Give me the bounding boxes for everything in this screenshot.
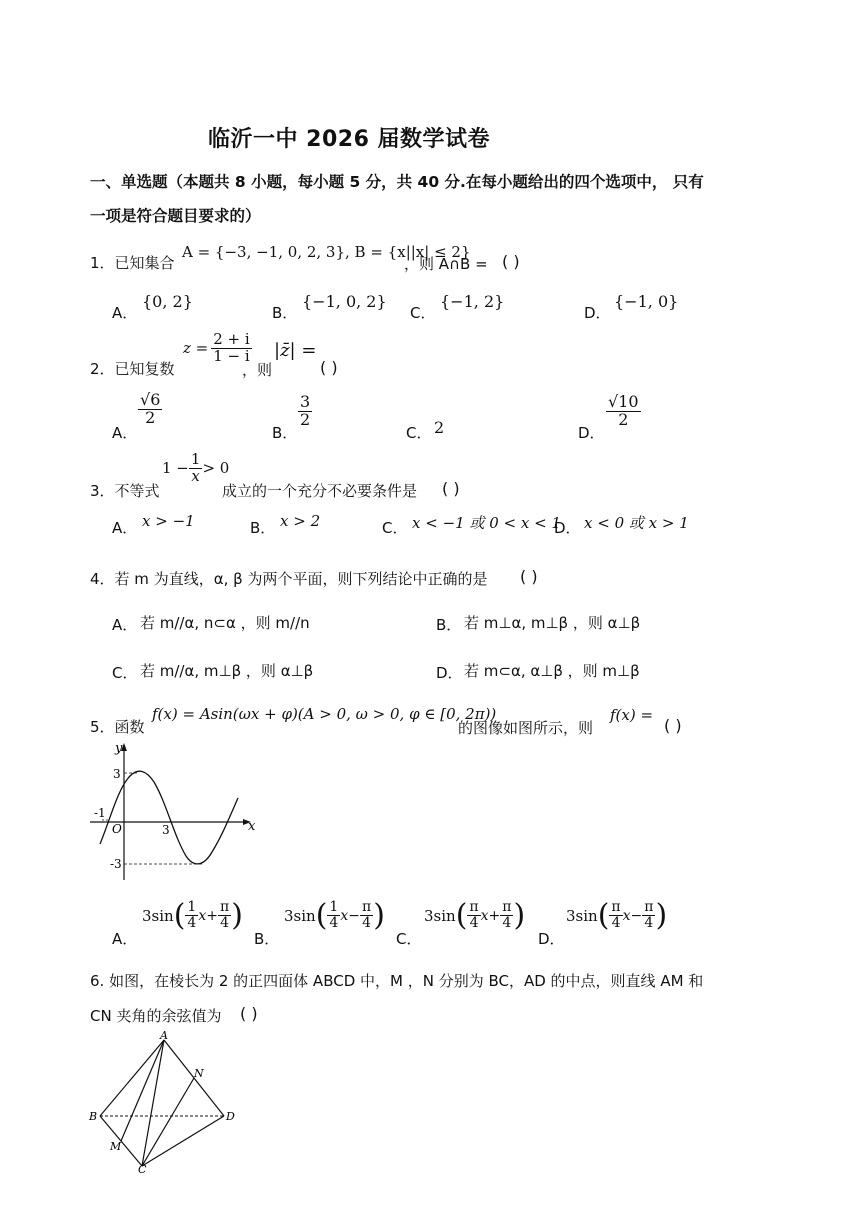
q2-prefix: 2．已知复数 xyxy=(90,360,175,378)
q5-option-a: 3sin ( $\frac{1}{4}$ x + $\frac{\pi}{4}$ ) xyxy=(142,898,243,933)
q1-prefix: 1．已知集合 xyxy=(90,254,175,272)
q3-option-b: x > 2 xyxy=(280,512,321,530)
q1-option-b: {−1, 0, 2} xyxy=(302,292,387,311)
q5-option-c-anum: π xyxy=(469,899,479,916)
q5-option-c-pre: 3sin xyxy=(424,906,456,925)
q5-option-d-aden: 4 xyxy=(611,915,621,931)
q1-option-a-label: A． xyxy=(112,304,138,322)
q5-option-a-bden: 4 xyxy=(220,915,230,931)
q5-option-b-aden: 4 xyxy=(329,915,339,931)
q1-option-a: {0, 2} xyxy=(142,292,193,311)
q2-option-d-num: √10 xyxy=(608,392,639,411)
vertex-b-label: B xyxy=(89,1110,98,1123)
q5-option-a-pre: 3sin xyxy=(142,906,174,925)
q3-answer-paren: ( ) xyxy=(442,479,460,498)
x-tick-3: 3 xyxy=(162,823,170,837)
q2-option-b-frac xyxy=(298,394,312,429)
point-m-label: M xyxy=(110,1140,122,1153)
q5-function: f(x) = Asin(ωx + φ)(A > 0, ω > 0, φ ∈ [0, 2π)) xyxy=(152,705,497,723)
q4-answer-paren: ( ) xyxy=(520,567,538,586)
q2-option-a-num: √6 xyxy=(140,390,161,409)
q5-prefix: 5．函数 xyxy=(90,718,145,736)
q3-inequality xyxy=(162,452,229,485)
q3-prefix: 3．不等式 xyxy=(90,482,160,500)
q4-stem: 4．若 m 为直线，α, β 为两个平面，则下列结论中正确的是 xyxy=(90,570,488,588)
q2-option-b-den: 2 xyxy=(300,409,311,429)
q6-tetrahedron-figure xyxy=(86,1030,246,1175)
vertex-c-label: C xyxy=(138,1163,147,1175)
q2-option-d-frac xyxy=(606,394,641,429)
x-tick-neg1: -1 xyxy=(94,806,106,820)
q2-option-d-label: D． xyxy=(578,424,605,442)
q2-option-b-num: 3 xyxy=(300,392,311,411)
q4-option-b: 若 m⊥α, m⊥β ，则 α⊥β xyxy=(464,614,641,632)
q1-set-expression: A = {−3, −1, 0, 2, 3}, B = {x||x| ≤ 2} xyxy=(182,243,471,261)
q4-option-a: 若 m//α, n⊂α ，则 m//n xyxy=(140,614,310,632)
y-tick-neg3: -3 xyxy=(110,857,122,871)
q5-option-a-sign: + xyxy=(206,907,218,924)
q5-option-d-anum: π xyxy=(611,899,621,916)
section-header-line2: 一项是符合题目要求的） xyxy=(90,207,261,225)
q5-fx: f(x) = xyxy=(610,706,654,724)
y-axis-label: y xyxy=(115,741,123,756)
q1-option-c-label: C． xyxy=(410,304,436,322)
q3-ineq-num: 1 xyxy=(190,450,201,468)
q6-answer-paren: ( ) xyxy=(240,1004,258,1023)
q2-answer-paren: ( ) xyxy=(320,358,338,377)
q4-option-d-label: D． xyxy=(436,664,463,682)
q5-option-c-bden: 4 xyxy=(502,915,512,931)
vertex-a-label: A xyxy=(160,1030,168,1042)
q1-answer-paren: ( ) xyxy=(502,252,520,271)
q2-fraction-num: 2 + i xyxy=(213,330,250,348)
q5-sine-graph xyxy=(88,740,263,885)
q4-option-d: 若 m⊂α, α⊥β ，则 m⊥β xyxy=(464,662,640,680)
q5-option-c: 3sin ( $\frac{\pi}{4}$ x + $\frac{\pi}{4}$ ) xyxy=(424,898,526,933)
q2-option-a-den: 2 xyxy=(145,407,156,427)
q2-option-c: 2 xyxy=(434,418,445,437)
q5-answer-paren: ( ) xyxy=(664,716,682,735)
q2-option-c-label: C． xyxy=(406,424,432,442)
q5-option-d-bnum: π xyxy=(644,899,654,916)
q5-option-b-bden: 4 xyxy=(362,915,372,931)
q3-option-d-label: D． xyxy=(554,519,581,537)
q5-option-d-sign: − xyxy=(630,907,643,924)
q5-option-b-label: B． xyxy=(254,930,280,948)
q2-fraction-den: 1 − i xyxy=(213,346,250,365)
q1-option-d-label: D． xyxy=(584,304,611,322)
q5-option-a-label: A． xyxy=(112,930,138,948)
q2-z-lhs: z = xyxy=(183,339,209,358)
q5-option-c-label: C． xyxy=(396,930,422,948)
q3-option-d: x < 0 或 x > 1 xyxy=(584,514,689,532)
q2-option-d-den: 2 xyxy=(618,409,629,429)
q3-suffix: 成立的一个充分不必要条件是 xyxy=(222,482,418,500)
q3-option-c: x < −1 或 0 < x < 1 xyxy=(412,514,561,532)
sine-curve xyxy=(100,771,238,864)
q5-option-a-anum: 1 xyxy=(187,899,197,916)
q4-option-c-label: C． xyxy=(112,664,138,682)
q2-option-b-label: B． xyxy=(272,424,298,442)
q5-option-b: 3sin ( $\frac{1}{4}$ x − $\frac{\pi}{4}$ ) xyxy=(284,898,385,933)
q5-option-c-bnum: π xyxy=(502,899,512,916)
q3-option-b-label: B． xyxy=(250,519,276,537)
q5-option-d: 3sin ( $\frac{\pi}{4}$ x − $\frac{\pi}{4}$ ) xyxy=(566,898,668,933)
q5-option-b-sign: − xyxy=(348,907,360,924)
q2-abs-expr: |z̄| = xyxy=(274,340,317,361)
q6-line1: 6. 如图，在棱长为 2 的正四面体 ABCD 中，M ，N 分别为 BC，AD 的中点，则直线 AM 和 xyxy=(90,972,704,990)
q5-option-b-pre: 3sin xyxy=(284,906,316,925)
q3-ineq-den: x xyxy=(191,466,200,485)
q5-option-d-pre: 3sin xyxy=(566,906,598,925)
q5-option-b-anum: 1 xyxy=(329,899,339,916)
q2-option-a-label: A． xyxy=(112,424,138,442)
page-title: 临沂一中 2026 届数学试卷 xyxy=(208,127,491,152)
q5-option-b-bnum: π xyxy=(361,899,372,916)
q4-option-c: 若 m//α, m⊥β ，则 α⊥β xyxy=(140,662,314,680)
y-tick-3: 3 xyxy=(113,767,121,781)
q5-option-d-label: D． xyxy=(538,930,565,948)
origin-label: O xyxy=(112,822,122,836)
q3-option-c-label: C． xyxy=(382,519,408,537)
q1-option-c: {−1, 2} xyxy=(440,292,505,311)
section-header-line1: 一、单选题（本题共 8 小题，每小题 5 分，共 40 分.在每小题给出的四个选项中， 只有 xyxy=(90,173,704,191)
q5-option-a-bnum: π xyxy=(219,899,230,916)
q5-option-a-aden: 4 xyxy=(187,915,197,931)
edge-ab xyxy=(100,1040,164,1116)
q1-option-d: {−1, 0} xyxy=(614,292,679,311)
q4-option-a-label: A． xyxy=(112,616,138,634)
segment-am xyxy=(121,1040,164,1141)
q3-ineq-left: 1 − xyxy=(162,459,189,478)
q3-option-a: x > −1 xyxy=(142,512,195,530)
q5-option-c-sign: + xyxy=(488,907,501,924)
q5-option-d-bden: 4 xyxy=(644,915,654,931)
x-axis-label: x xyxy=(248,819,256,834)
edge-cd xyxy=(142,1116,224,1166)
q3-option-a-label: A． xyxy=(112,519,138,537)
q3-ineq-right: > 0 xyxy=(202,459,230,478)
q4-option-b-label: B． xyxy=(436,616,462,634)
q5-suffix: 的图像如图所示，则 xyxy=(458,719,594,737)
q6-line2: CN 夹角的余弦值为 xyxy=(90,1007,222,1025)
vertex-d-label: D xyxy=(226,1110,235,1123)
q5-option-c-aden: 4 xyxy=(469,915,479,931)
q3-ineq-frac xyxy=(189,452,203,485)
point-n-label: N xyxy=(194,1067,204,1080)
q1-suffix: ，则 A∩B = xyxy=(404,255,488,273)
q2-option-a-frac xyxy=(138,392,162,427)
q1-option-b-label: B． xyxy=(272,304,298,322)
q2-suffix: ，则 xyxy=(242,361,273,379)
